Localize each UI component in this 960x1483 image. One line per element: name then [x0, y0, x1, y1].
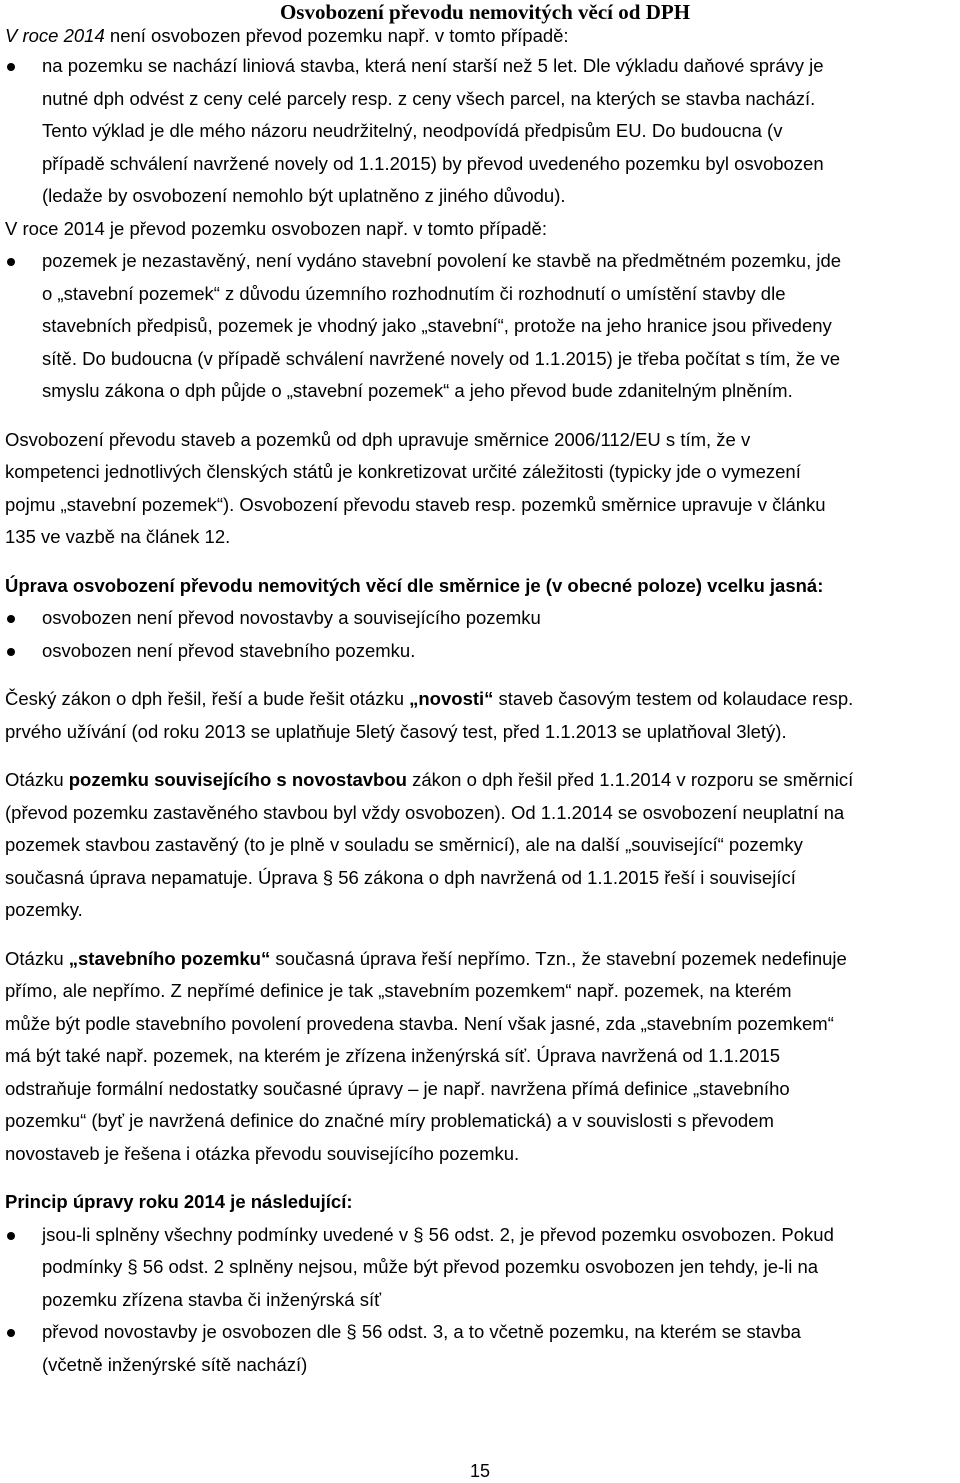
text-line: (převod pozemku zastavěného stavbou byl vždy osvobozen). Od 1.1.2014 se osvobození neuplatní na [5, 801, 845, 823]
text-line: může být podle stavebního povolení provedena stavba. Není však jasné, zda „stavebním pozemkem“ [5, 1012, 834, 1034]
text-line: přímo, ale nepřímo. Z nepřímé definice je tak „stavebním pozemkem“ např. pozemek, na kterém [5, 980, 792, 1001]
text-line: osvobozen není převod stavebního pozemku. [42, 639, 416, 661]
text-line [5, 943, 955, 976]
bold-span: „novosti“ [409, 688, 494, 709]
text-line: Tento výklad je dle mého názoru neudržitelný, neodpovídá předpisům EU. Do budoucna (v [42, 120, 783, 141]
document-page [5, 0, 955, 1381]
list-item [5, 602, 955, 635]
list-item [5, 1316, 955, 1381]
text-line: prvého užívání (od roku 2013 se uplatňuje 5letý časový test, před 1.1.2013 se uplatňoval 3letý). [5, 720, 787, 742]
text-line: pozemky. [5, 899, 83, 920]
list-item [5, 50, 955, 213]
text-line: smyslu zákona o dph půjde o „stavební pozemek“ a jeho převod bude zdanitelným plněním. [42, 380, 793, 401]
section2-bullet-list [5, 245, 955, 408]
text-line: jsou-li splněny všechny podmínky uvedené v § 56 odst. 2, je převod pozemku osvobozen. Pokud [42, 1223, 834, 1245]
text-line: odstraňuje formální nedostatky současné úpravy – je např. navržena přímá definice „stavebního [5, 1077, 790, 1099]
text-line: (ledaže by osvobození nemohlo být uplatněno z jiného důvodu). [42, 185, 566, 206]
section1-intro-rest: není osvobozen převod pozemku např. v tomto případě: [104, 25, 569, 46]
text-line: podmínky § 56 odst. 2 splněny nejsou, může být převod pozemku osvobozen jen tehdy, je-li na [42, 1256, 819, 1277]
cesky-paragraph [5, 683, 955, 748]
text-span: Otázku [5, 769, 69, 790]
upr-bullet-list [5, 602, 955, 667]
text-line: převod novostavby je osvobozen dle § 56 odst. 3, a to včetně pozemku, na kterém se stavba [42, 1321, 801, 1342]
text-line: případě schválení navržené novely od 1.1.2015) by převod uvedeného pozemku byl osvobozen [42, 152, 824, 174]
directive-paragraph [5, 424, 955, 554]
text-line: nutné dph odvést z ceny celé parcely resp. z ceny všech parcel, na kterých se stavba nachází. [42, 87, 816, 109]
text-line: sítě. Do budoucna (v případě schválení navržené novely od 1.1.2015) je třeba počítat s tím, že ve [42, 347, 841, 369]
text-span: zákon o dph řešil před 1.1.2014 v rozporu se směrnicí [406, 769, 854, 790]
upr-heading-text: Úprava osvobození převodu nemovitých věcí dle směrnice je (v obecné poloze) vcelku jasná: [5, 574, 824, 596]
bullet-icon [7, 1232, 15, 1240]
page-title: Osvobození převodu nemovitých věcí od DPH [279, 0, 691, 24]
text-line [5, 764, 955, 797]
bold-span: „stavebního pozemku“ [68, 947, 271, 969]
stavebni-paragraph [5, 943, 955, 1171]
bullet-icon [7, 63, 15, 71]
text-line: na pozemku se nachází liniová stavba, která není starší než 5 let. Dle výkladu daňové správy je [42, 55, 824, 76]
bullet-icon [7, 258, 15, 266]
text-line: novostaveb je řešena i otázka převodu souvisejícího pozemku. [5, 1142, 520, 1164]
text-line: pozemku zřízena stavba či inženýrská síť [42, 1288, 382, 1310]
text-line: stavebních předpisů, pozemek je vhodný jako „stavební“, protože na jeho hranice jsou přivedeny [42, 315, 832, 336]
bullet-icon [7, 1329, 15, 1337]
text-line: 135 ve vazbě na článek 12. [5, 526, 231, 547]
text-line: kompetenci jednotlivých členských států je konkretizovat určité záležitosti (typicky jde o vymezení [5, 461, 801, 482]
text-span: staveb časovým testem od kolaudace resp. [493, 688, 854, 709]
list-item [5, 1219, 955, 1317]
text-span: současná úprava řeší nepřímo. Tzn., že stavební pozemek nedefinuje [270, 947, 847, 969]
souvis-paragraph [5, 764, 955, 927]
text-line: pozemek je nezastavěný, není vydáno stavební povolení ke stavbě na předmětném pozemku, jde [42, 250, 842, 271]
text-span: Český zákon o dph řešil, řeší a bude řešit otázku [5, 688, 410, 709]
bold-span: pozemku souvisejícího s novostavbou [68, 769, 407, 790]
section1-intro-italic: V roce 2014 [5, 25, 105, 46]
text-span: Otázku [5, 947, 69, 969]
text-line: pozemek stavbou zastavěný (to je plně v souladu se směrnicí), ale na další „související“ pozemky [5, 834, 803, 855]
upr-heading [5, 570, 955, 603]
princip-heading [5, 1186, 955, 1219]
bullet-icon [7, 615, 15, 623]
text-line [5, 683, 955, 716]
text-line: o „stavební pozemek“ z důvodu územního rozhodnutím či rozhodnutí o umístění stavby dle [42, 282, 786, 304]
text-line: pozemku“ (byť je navržená definice do značné míry problematická) a v souvislosti s převodem [5, 1110, 774, 1131]
text-line: pojmu „stavební pozemek“). Osvobození převodu staveb resp. pozemků směrnice upravuje v článku [5, 493, 826, 515]
text-line: (včetně inženýrské sítě nachází) [42, 1353, 308, 1375]
section1-bullet-list [5, 50, 955, 213]
section2-intro: V roce 2014 je převod pozemku osvobozen např. v tomto případě: [5, 217, 547, 239]
princip-bullet-list [5, 1219, 955, 1382]
text-line: má být také např. pozemek, na kterém je zřízena inženýrská síť. Úprava navržená od 1.1.2015 [5, 1045, 781, 1066]
list-item [5, 635, 955, 668]
list-item [5, 245, 955, 408]
princip-heading-text: Princip úpravy roku 2014 je následující: [5, 1191, 353, 1212]
section1-intro [5, 24, 955, 48]
bullet-icon [7, 648, 15, 656]
page-number: 15 [469, 1461, 491, 1481]
text-line: osvobozen není převod novostavby a souvisejícího pozemku [42, 607, 541, 628]
text-line: současná úprava nepamatuje. Úprava § 56 zákona o dph navržená od 1.1.2015 řeší i související [5, 866, 796, 888]
text-line: Osvobození převodu staveb a pozemků od dph upravuje směrnice 2006/112/EU s tím, že v [5, 428, 751, 450]
